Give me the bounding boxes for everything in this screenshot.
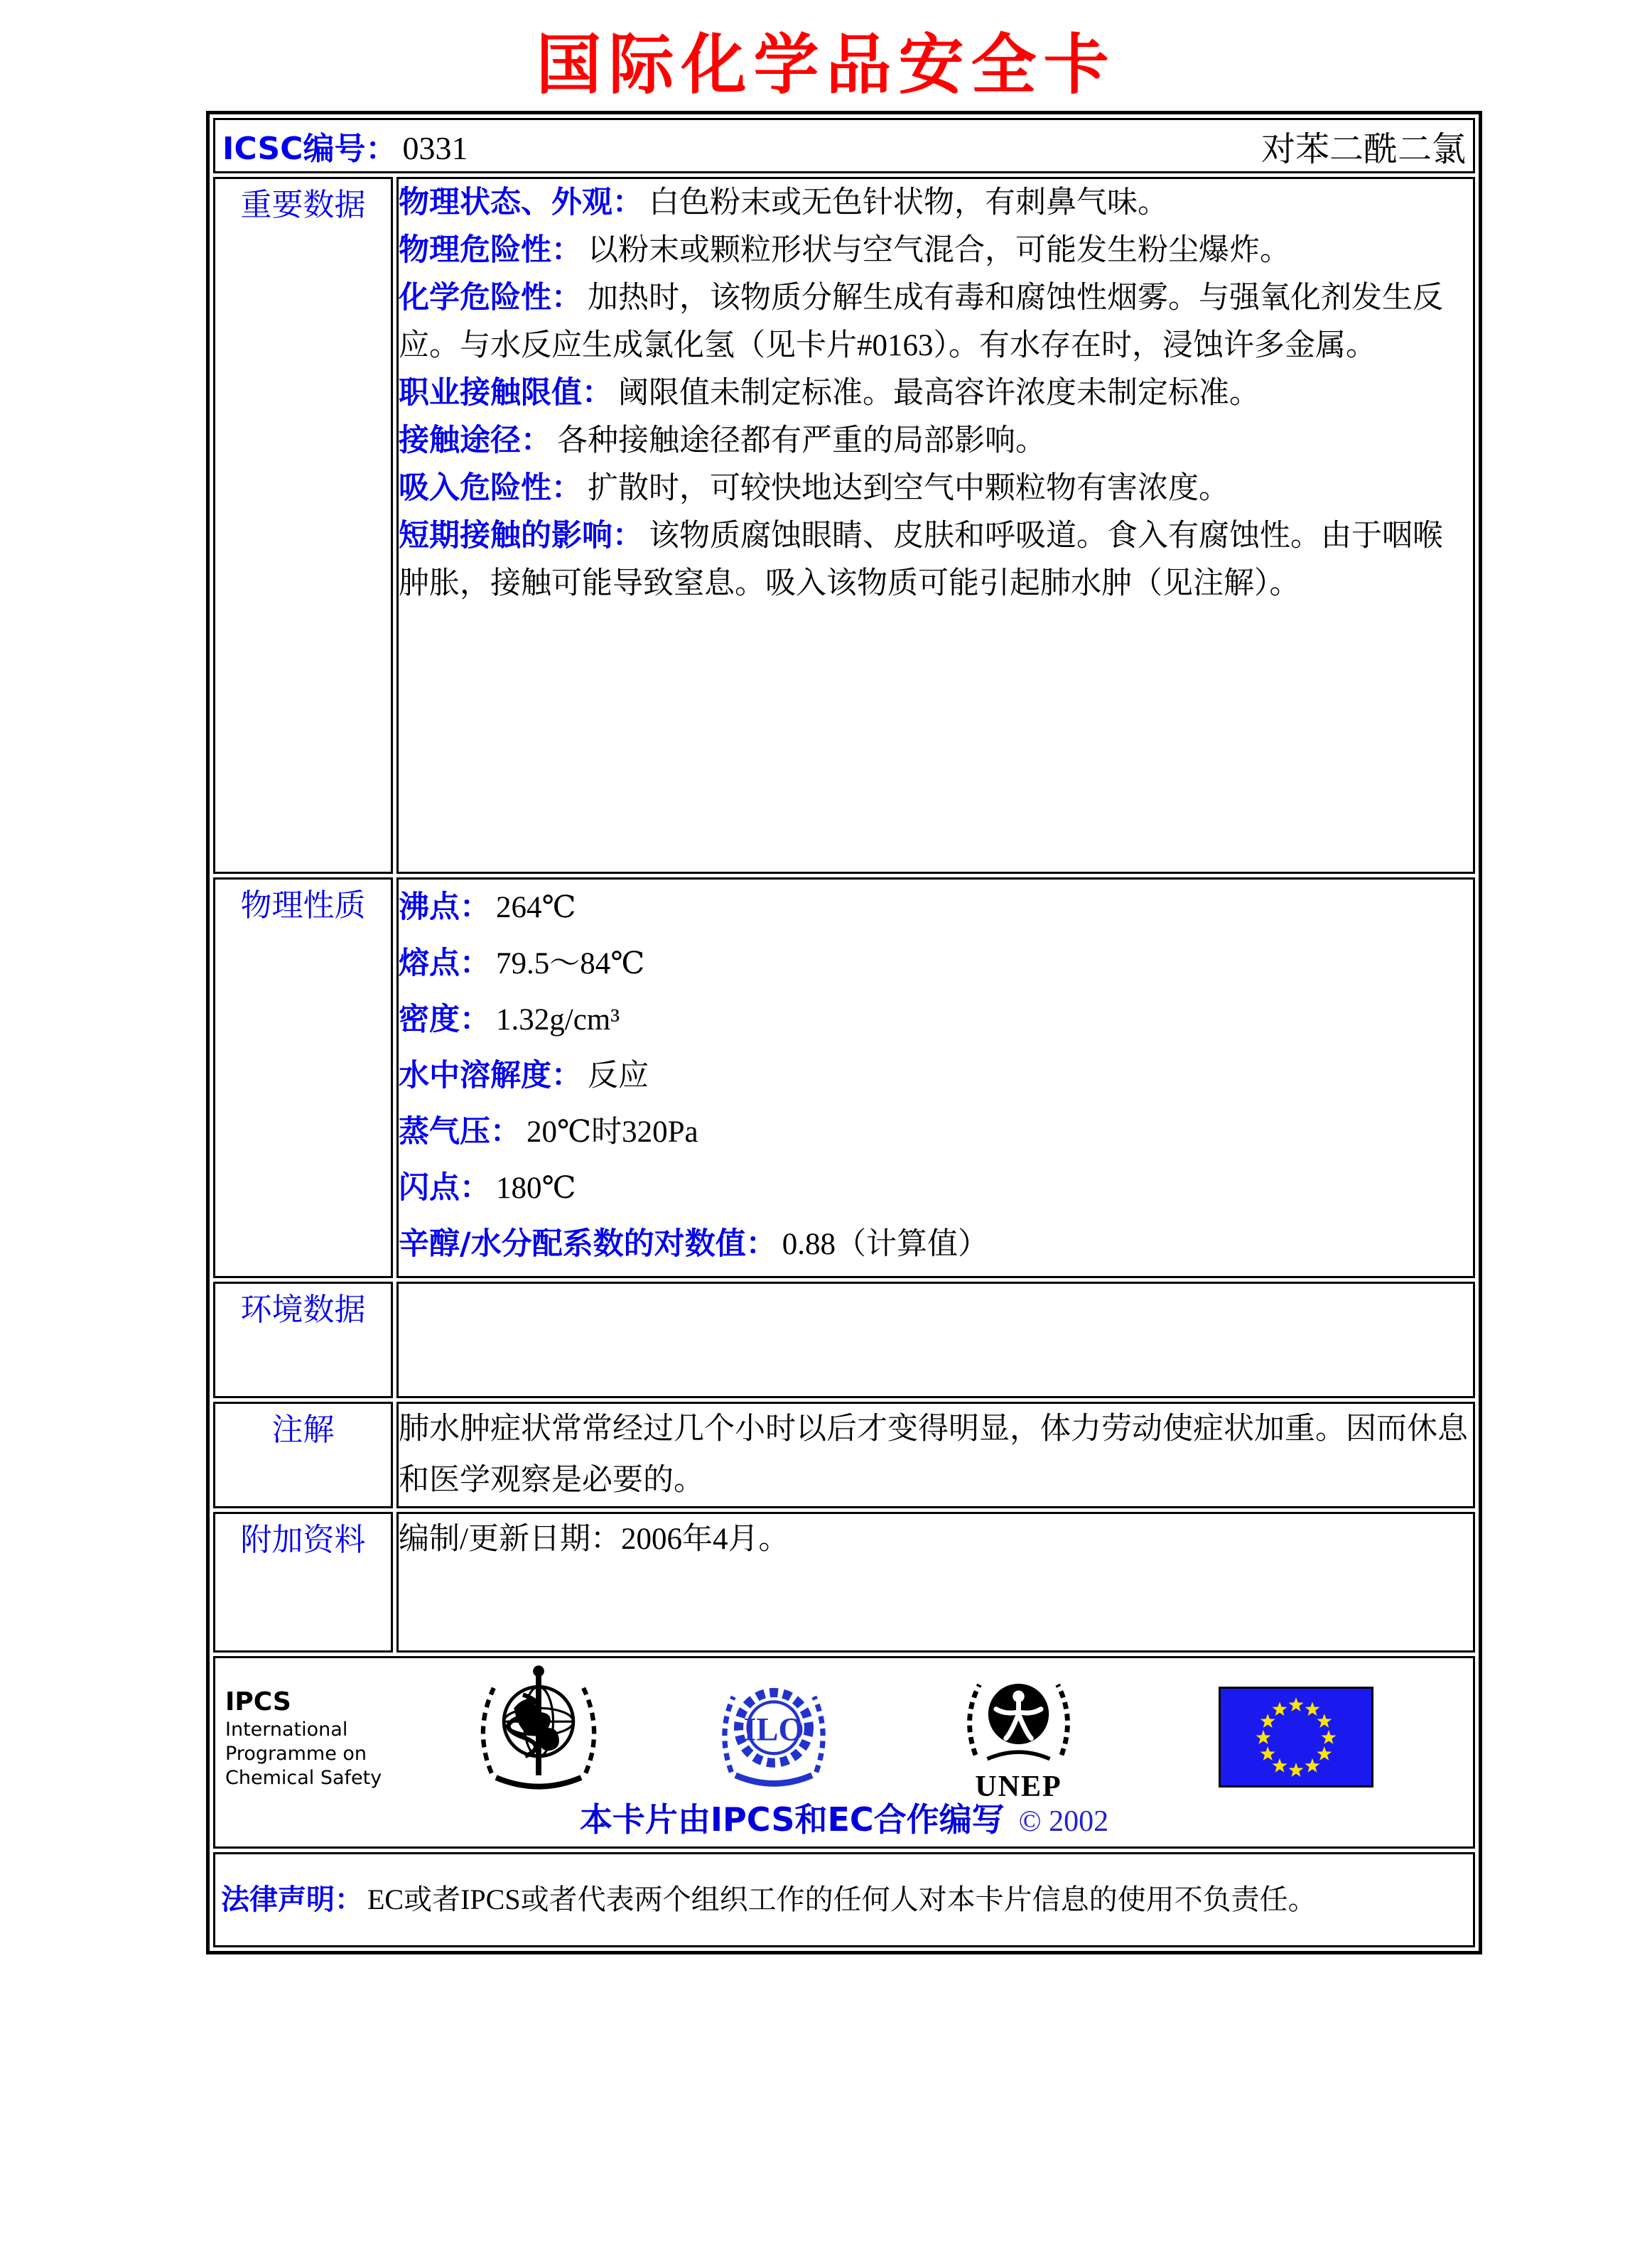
property-value: 20℃时320Pa bbox=[527, 1115, 698, 1149]
item-label: 短期接触的影响： bbox=[399, 518, 643, 553]
unep-label: UNEP bbox=[975, 1770, 1062, 1803]
additional-info-content bbox=[396, 1512, 1475, 1653]
ipcs-line: International bbox=[225, 1719, 348, 1741]
eu-flag-icon bbox=[1219, 1687, 1373, 1788]
important-data-item bbox=[399, 512, 1473, 607]
property-item bbox=[399, 1104, 1473, 1160]
property-label: 水中溶解度： bbox=[399, 1058, 582, 1093]
svg-text:ILO: ILO bbox=[743, 1711, 804, 1748]
caption-text: 本卡片由IPCS和EC合作编写 bbox=[579, 1800, 1005, 1839]
legal-cell bbox=[213, 1852, 1475, 1947]
caption-copyright: © 2002 bbox=[1018, 1805, 1109, 1838]
item-label: 化学危险性： bbox=[399, 280, 582, 315]
ipcs-text-block bbox=[225, 1687, 382, 1790]
additional-info-row bbox=[213, 1512, 1475, 1653]
item-text: 扩散时，可较快地达到空气中颗粒物有害浓度。 bbox=[588, 472, 1229, 505]
important-data-content bbox=[396, 177, 1475, 874]
ipcs-line: Chemical Safety bbox=[225, 1767, 382, 1789]
notes-text: 肺水肿症状常常经过几个小时以后才变得明显，体力劳动使症状加重。因而休息和医学观察是必要的。 bbox=[399, 1412, 1468, 1497]
property-value: 1.32g/cm³ bbox=[496, 1003, 620, 1037]
property-label: 密度： bbox=[399, 1002, 490, 1037]
footer-caption bbox=[215, 1794, 1473, 1841]
icsc-number-label: ICSC编号： bbox=[222, 131, 397, 167]
notes-row-label: 注解 bbox=[213, 1402, 393, 1508]
important-data-row bbox=[213, 177, 1475, 874]
legal-label: 法律声明： bbox=[221, 1883, 363, 1916]
notes-content bbox=[396, 1402, 1475, 1508]
legal-row bbox=[213, 1852, 1475, 1947]
ilo-logo-icon bbox=[717, 1674, 831, 1800]
ipcs-acronym: IPCS bbox=[225, 1687, 291, 1716]
important-data-item bbox=[399, 369, 1473, 417]
important-data-item bbox=[399, 465, 1473, 512]
item-label: 物理状态、外观： bbox=[399, 185, 643, 220]
property-value: 264℃ bbox=[496, 891, 576, 924]
logos-row bbox=[213, 1656, 1475, 1849]
page-title: 国际化学品安全卡 bbox=[536, 29, 1116, 102]
item-label: 物理危险性： bbox=[399, 232, 582, 268]
property-label: 沸点： bbox=[399, 889, 490, 925]
physical-properties-row-label: 物理性质 bbox=[213, 877, 393, 1278]
environmental-data-row-label: 环境数据 bbox=[213, 1282, 393, 1398]
property-item bbox=[399, 880, 1473, 936]
property-value: 180℃ bbox=[496, 1172, 576, 1205]
important-data-row-label: 重要数据 bbox=[213, 177, 393, 874]
item-label: 接触途径： bbox=[399, 423, 551, 458]
logos-cell bbox=[213, 1656, 1475, 1849]
icsc-card-table bbox=[206, 111, 1482, 1954]
property-value: 0.88（计算值） bbox=[782, 1228, 988, 1261]
item-text: 该物质腐蚀眼睛、皮肤和呼吸道。食入有腐蚀性。由于咽喉肿胀，接触可能导致窒息。吸入该物质可能引起肺水肿（见注解）。 bbox=[399, 519, 1443, 600]
icsc-number-value: 0331 bbox=[402, 130, 468, 166]
property-value: 反应 bbox=[588, 1059, 649, 1093]
chemical-name: 对苯二酰二氯 bbox=[1260, 130, 1466, 168]
physical-properties-row bbox=[213, 877, 1475, 1278]
environmental-data-row bbox=[213, 1282, 1475, 1398]
legal-line bbox=[221, 1883, 1467, 1917]
who-logo-icon bbox=[471, 1661, 606, 1810]
additional-info-row-label: 附加资料 bbox=[213, 1512, 393, 1653]
property-item bbox=[399, 992, 1473, 1048]
additional-info-text: 编制/更新日期：2006年4月。 bbox=[399, 1523, 789, 1556]
header-row bbox=[213, 118, 1475, 173]
ipcs-line: Programme on bbox=[225, 1743, 367, 1765]
important-data-item bbox=[399, 227, 1473, 274]
property-item bbox=[399, 1160, 1473, 1216]
legal-text: EC或者IPCS或者代表两个组织工作的任何人对本卡片信息的使用不负责任。 bbox=[367, 1883, 1317, 1915]
item-label: 吸入危险性： bbox=[399, 470, 582, 506]
property-value: 79.5～84℃ bbox=[496, 947, 645, 980]
property-label: 辛醇/水分配系数的对数值： bbox=[399, 1226, 777, 1262]
item-text: 阈限值未制定标准。最高容许浓度未制定标准。 bbox=[618, 377, 1260, 410]
item-text: 各种接触途径都有严重的局部影响。 bbox=[557, 424, 1046, 458]
physical-properties-content bbox=[396, 877, 1475, 1278]
notes-row bbox=[213, 1402, 1475, 1508]
property-item bbox=[399, 1048, 1473, 1104]
item-text: 加热时，该物质分解生成有毒和腐蚀性烟雾。与强氧化剂发生反应。与水反应生成氯化氢（见卡片#0163）。有水存在时，浸蚀许多金属。 bbox=[399, 281, 1443, 362]
property-item bbox=[399, 1216, 1473, 1272]
item-text: 以粉末或颗粒形状与空气混合，可能发生粉尘爆炸。 bbox=[588, 234, 1290, 267]
icsc-number-group bbox=[222, 123, 468, 168]
property-label: 闪点： bbox=[399, 1170, 490, 1206]
property-item bbox=[399, 936, 1473, 992]
important-data-item bbox=[399, 417, 1473, 465]
item-text: 白色粉末或无色针状物，有刺鼻气味。 bbox=[649, 186, 1168, 220]
important-data-item bbox=[399, 179, 1473, 227]
property-label: 蒸气压： bbox=[399, 1114, 521, 1150]
environmental-data-content bbox=[396, 1282, 1475, 1398]
unep-logo-icon bbox=[960, 1668, 1077, 1802]
important-data-item bbox=[399, 274, 1473, 369]
property-label: 熔点： bbox=[399, 946, 490, 981]
item-label: 职业接触限值： bbox=[399, 375, 612, 411]
